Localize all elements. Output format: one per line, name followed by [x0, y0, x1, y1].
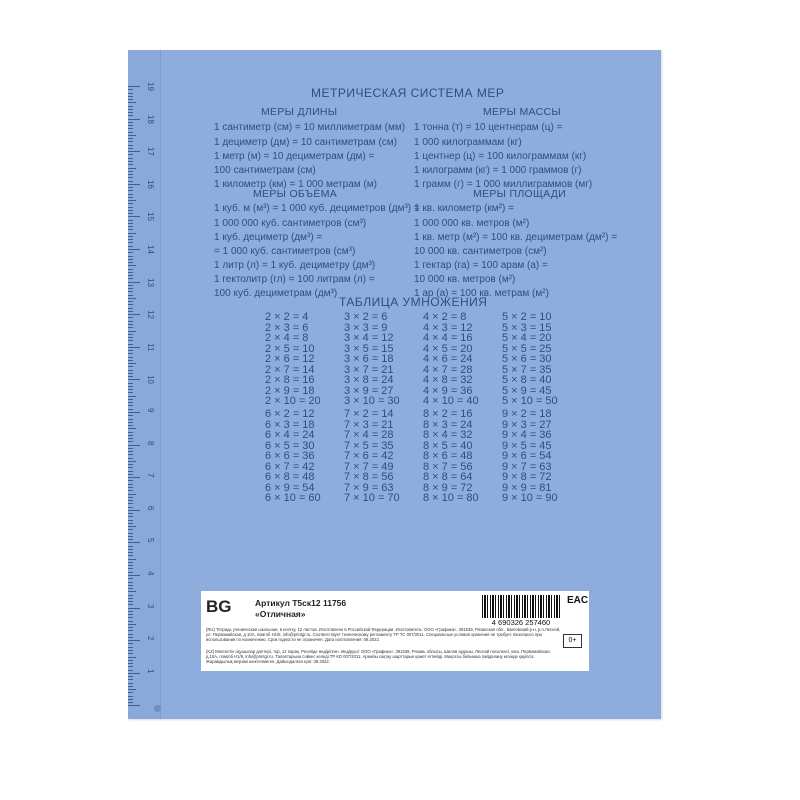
ruler-tick [128, 383, 133, 384]
ruler-tick [128, 630, 133, 631]
ruler-tick [128, 647, 133, 648]
eac-mark-icon: EAC [567, 595, 589, 606]
ruler-tick [128, 295, 133, 296]
ruler-tick [128, 490, 133, 491]
length-line: 1 сантиметр (см) = 10 миллиметрам (мм) [214, 122, 406, 133]
mult-column-8: 8 × 2 = 16 8 × 3 = 24 8 × 4 = 32 8 × 5 = 40 8 × 6 = 48 8 × 7 = 56 8 × 8 = 64 8 × 9 = 72 8 × 10 = 80 [423, 408, 479, 504]
ruler-tick [128, 265, 136, 266]
ruler-tick [128, 471, 133, 472]
multiplication-title: ТАБЛИЦА УМНОЖЕНИЯ [339, 295, 488, 309]
area-line: 1 ар (а) = 100 кв. метрам (м²) [414, 288, 549, 299]
ruler-number: 16 [146, 179, 155, 189]
fine-print-kz: (KZ) Мектептік оқушылар дәптері, тор, 12 парақ. Ресейде өндірілген. Өндіруші: ООО «Графика», 391539, Рязань облысы, Шилов ауданы, Лесной поселкесі, көш. Первомайская, д.10А, помгоб Н1/8, info@printgr.ru. Талаптарына сәйкес келеді ТР КО 007/2011. Арнайы сақтау шарттарын қажет етпейді. Мақсаты бойынша пайдалану кезінде қауіпсіз. Жарамдылық мерзімі шектелмеген. Дайындалған күні: 08.2022. [206, 649, 551, 665]
ruler-tick [128, 627, 133, 628]
volume-heading: МЕРЫ ОБЪЁМА [253, 188, 338, 200]
ruler-tick [128, 334, 133, 335]
notebook-cover [128, 50, 661, 719]
ruler-tick [128, 317, 133, 318]
ruler-tick [128, 181, 133, 182]
ruler-tick [128, 96, 133, 97]
ruler-tick [128, 552, 133, 553]
ruler-tick [128, 399, 133, 400]
ruler-tick [128, 145, 133, 146]
ruler-number: 7 [146, 473, 155, 478]
ruler-tick [128, 422, 133, 423]
ruler-tick [128, 213, 133, 214]
ruler-tick [128, 601, 133, 602]
ruler-tick [128, 158, 133, 159]
ruler-tick [128, 275, 133, 276]
ruler-tick [128, 376, 133, 377]
ruler-tick [128, 494, 136, 495]
ruler-tick [128, 611, 133, 612]
ruler-tick [128, 562, 133, 563]
ruler-tick [128, 559, 136, 560]
ruler-tick [128, 568, 133, 569]
ruler-tick [128, 588, 133, 589]
ruler-tick [128, 200, 136, 201]
ruler-tick [128, 197, 133, 198]
ruler-tick [128, 663, 133, 664]
ruler-tick [128, 256, 133, 257]
ruler-tick [128, 679, 133, 680]
ruler-number: 15 [146, 212, 155, 222]
ruler-number: 17 [146, 147, 155, 157]
ruler-tick [128, 634, 133, 635]
mult-column-3: 3 × 2 = 6 3 × 3 = 9 3 × 4 = 12 3 × 5 = 15 3 × 6 = 18 3 × 7 = 21 3 × 8 = 24 3 × 9 = 27 3 × 10 = 30 [344, 311, 400, 407]
ruler-tick [128, 128, 133, 129]
area-line: 10 000 кв. метров (м²) [414, 274, 516, 285]
ruler-number: 5 [146, 538, 155, 543]
ruler-tick [128, 582, 133, 583]
ruler-tick [128, 415, 133, 416]
ruler-tick [128, 487, 133, 488]
ruler-tick [128, 106, 133, 107]
ruler-tick [128, 340, 133, 341]
mass-line: 1 000 килограммам (кг) [414, 137, 522, 148]
mult-column-9: 9 × 2 = 18 9 × 3 = 27 9 × 4 = 36 9 × 5 = 45 9 × 6 = 54 9 × 7 = 63 9 × 8 = 72 9 × 9 = 81 9 × 10 = 90 [502, 408, 558, 504]
ruler-number: 4 [146, 571, 155, 576]
product-label [201, 591, 589, 671]
ruler-tick [128, 161, 133, 162]
ruler-tick [128, 288, 133, 289]
ruler-tick [128, 141, 133, 142]
ruler-tick [128, 366, 133, 367]
ruler-tick [128, 572, 133, 573]
ruler [128, 50, 160, 719]
mass-heading: МЕРЫ МАССЫ [483, 106, 561, 118]
ruler-tick [128, 533, 133, 534]
ruler-tick [128, 683, 133, 684]
ruler-tick [128, 151, 140, 152]
ruler-tick [128, 565, 133, 566]
ruler-tick [128, 278, 133, 279]
ruler-tick [128, 190, 133, 191]
mass-line: 1 грамм (г) = 1 000 миллиграммов (мг) [414, 179, 593, 190]
ruler-tick [128, 298, 136, 299]
ruler-tick [128, 282, 140, 283]
volume-line: 1 куб. дециметр (дм³) = [214, 232, 323, 243]
ruler-tick [128, 474, 133, 475]
ruler-tick [128, 210, 133, 211]
ruler-tick [128, 578, 133, 579]
length-line: 100 сантиметрам (см) [214, 165, 316, 176]
length-line: 1 метр (м) = 10 дециметрам (дм) = [214, 151, 375, 162]
ruler-tick [128, 259, 133, 260]
ruler-tick [128, 409, 133, 410]
ruler-tick [128, 614, 133, 615]
ruler-tick [128, 353, 133, 354]
mult-column-6: 6 × 2 = 12 6 × 3 = 18 6 × 4 = 24 6 × 5 = 30 6 × 6 = 36 6 × 7 = 42 6 × 8 = 48 6 × 9 = 54 6 × 10 = 60 [265, 408, 321, 504]
ruler-tick [128, 520, 133, 521]
ruler-tick [128, 242, 133, 243]
ruler-tick [128, 119, 140, 120]
ruler-tick [128, 89, 133, 90]
ruler-tick [128, 308, 133, 309]
ruler-tick [128, 350, 133, 351]
ruler-tick [128, 448, 133, 449]
ruler-tick [128, 507, 133, 508]
ruler-tick [128, 480, 133, 481]
ruler-tick [128, 696, 133, 697]
area-heading: МЕРЫ ПЛОЩАДИ [473, 188, 567, 200]
ruler-edge [160, 50, 161, 719]
ruler-tick [128, 464, 133, 465]
barcode-number: 4 690326 257460 [476, 618, 566, 627]
ruler-tick [128, 132, 133, 133]
ruler-tick [128, 187, 133, 188]
ruler-tick [128, 327, 133, 328]
ruler-tick [128, 529, 133, 530]
ruler-number: 11 [146, 342, 155, 352]
ruler-tick [128, 650, 133, 651]
area-line: 1 гектар (га) = 100 арам (а) = [414, 260, 548, 271]
ruler-tick [128, 324, 133, 325]
ruler-tick [128, 236, 133, 237]
ruler-tick [128, 102, 136, 103]
volume-line: 1 гектолитр (гл) = 100 литрам (л) = [214, 274, 375, 285]
ruler-tick [128, 657, 136, 658]
ruler-tick [128, 666, 133, 667]
ruler-tick [128, 164, 133, 165]
ruler-tick [128, 503, 133, 504]
ruler-tick [128, 262, 133, 263]
ruler-tick [128, 168, 136, 169]
ruler-tick [128, 252, 133, 253]
ruler-tick [128, 86, 140, 87]
mult-column-2: 2 × 2 = 4 2 × 3 = 6 2 × 4 = 8 2 × 5 = 10 2 × 6 = 12 2 × 7 = 14 2 × 8 = 16 2 × 9 = 18 2 × 10 = 20 [265, 311, 321, 407]
ruler-tick [128, 357, 133, 358]
ruler-tick [128, 595, 133, 596]
ruler-tick [128, 705, 140, 706]
metric-title: МЕТРИЧЕСКАЯ СИСТЕМА МЕР [311, 86, 505, 100]
ruler-tick [128, 370, 133, 371]
volume-line: 1 000 000 куб. сантиметров (см³) [214, 218, 367, 229]
mass-line: 1 тонна (т) = 10 центнерам (ц) = [414, 122, 563, 133]
ruler-tick [128, 174, 133, 175]
ruler-tick [128, 526, 136, 527]
ruler-tick [128, 510, 140, 511]
ruler-tick [128, 673, 140, 674]
ruler-tick [128, 220, 133, 221]
ruler-tick [128, 304, 133, 305]
ruler-tick [128, 226, 133, 227]
ruler-number: 1 [146, 668, 155, 674]
ruler-number: 8 [146, 440, 155, 446]
ruler-tick [128, 321, 133, 322]
ruler-tick [128, 331, 136, 332]
area-line: 1 кв. метр (м²) = 100 кв. дециметрам (дм²) = [414, 232, 618, 243]
ruler-number: 6 [146, 505, 155, 511]
ruler-tick [128, 428, 136, 429]
ruler-tick [128, 686, 133, 687]
ruler-tick [128, 154, 133, 155]
ruler-tick [128, 93, 133, 94]
ruler-tick [128, 109, 133, 110]
ruler-tick [128, 692, 133, 693]
ruler-tick [128, 223, 133, 224]
ruler-tick [128, 344, 133, 345]
ruler-tick [128, 513, 133, 514]
ruler-tick [128, 239, 133, 240]
ruler-tick [128, 617, 133, 618]
ruler-tick [128, 516, 133, 517]
ruler-tick [128, 347, 140, 348]
ruler-number: 12 [146, 310, 155, 320]
ruler-tick [128, 689, 136, 690]
ruler-hole [154, 705, 161, 712]
product-name: «Отличная» [255, 609, 306, 619]
ruler-tick [128, 135, 136, 136]
ruler-tick [128, 233, 136, 234]
ruler-tick [128, 555, 133, 556]
article-number: Артикул Т5ск12 11756 [255, 598, 347, 608]
ruler-tick [128, 291, 133, 292]
ruler-tick [128, 536, 133, 537]
ruler-tick [128, 285, 133, 286]
ruler-tick [128, 363, 136, 364]
ruler-tick [128, 122, 133, 123]
ruler-tick [128, 575, 140, 576]
ruler-tick [128, 458, 133, 459]
ruler-tick [128, 373, 133, 374]
ruler-tick [128, 125, 133, 126]
ruler-tick [128, 249, 140, 250]
ruler-tick [128, 523, 133, 524]
ruler-tick [128, 699, 133, 700]
fine-print-ru: (RU) Тетрадь ученическая школьная, в клетку, 12 листов. Изготовлено в Российской Федерации. Изготовитель: ООО «Графика», 391539, Рязанская обл., Шиловский р-н, р.п.Лесной, ул. Первомайская, д.10А, помгоб Н1/8, info@printgr.ru. Соответствует техническому регламенту ТР ТС 007/2011. Специальные условия хранения не требует. Безопасно при использовании по назначению. Срок годности не ограничен. Дата изготовления: 08.2022. [206, 627, 561, 643]
ruler-tick [128, 216, 140, 217]
ruler-tick [128, 585, 133, 586]
mult-column-4: 4 × 2 = 8 4 × 3 = 12 4 × 4 = 16 4 × 5 = 20 4 × 6 = 24 4 × 7 = 28 4 × 8 = 32 4 × 9 = 36 4 × 10 = 40 [423, 311, 479, 407]
mass-line: 1 центнер (ц) = 100 килограммам (кг) [414, 151, 587, 162]
ruler-tick [128, 454, 133, 455]
ruler-tick [128, 598, 133, 599]
ruler-tick [128, 670, 133, 671]
mass-line: 1 килограмм (кг) = 1 000 граммов (г) [414, 165, 582, 176]
ruler-tick [128, 546, 133, 547]
ruler-tick [128, 311, 133, 312]
ruler-tick [128, 500, 133, 501]
brand-logo: BG [206, 597, 232, 616]
length-line: 1 дециметр (дм) = 10 сантиметрам (см) [214, 137, 397, 148]
length-heading: МЕРЫ ДЛИНЫ [261, 106, 338, 118]
ruler-tick [128, 445, 140, 446]
area-line: 10 000 кв. сантиметров (см²) [414, 246, 547, 257]
ruler-tick [128, 425, 133, 426]
ruler-tick [128, 337, 133, 338]
length-line: 1 километр (км) = 1 000 метрам (м) [214, 179, 377, 190]
ruler-number: 13 [146, 277, 155, 287]
ruler-tick [128, 549, 133, 550]
ruler-tick [128, 194, 133, 195]
ruler-tick [128, 269, 133, 270]
ruler-tick [128, 272, 133, 273]
ruler-tick [128, 438, 133, 439]
ruler-tick [128, 477, 140, 478]
ruler-tick [128, 115, 133, 116]
ruler-tick [128, 542, 140, 543]
ruler-tick [128, 392, 133, 393]
ruler-tick [128, 405, 133, 406]
ruler-tick [128, 441, 133, 442]
area-line: 1 000 000 кв. метров (м²) [414, 218, 530, 229]
ruler-tick [128, 467, 133, 468]
age-rating: 0+ [563, 634, 582, 648]
ruler-tick [128, 451, 133, 452]
ruler-tick [128, 184, 140, 185]
ruler-tick [128, 386, 133, 387]
ruler-tick [128, 604, 133, 605]
ruler-tick [128, 229, 133, 230]
ruler-tick [128, 539, 133, 540]
ruler-tick [128, 660, 133, 661]
area-line: 1 кв. километр (км²) = [414, 203, 514, 214]
ruler-tick [128, 203, 133, 204]
ruler-tick [128, 412, 140, 413]
mult-column-7: 7 × 2 = 14 7 × 3 = 21 7 × 4 = 28 7 × 5 = 35 7 × 6 = 42 7 × 7 = 49 7 × 8 = 56 7 × 9 = 63 7 × 10 = 70 [344, 408, 400, 504]
volume-line: 1 литр (л) = 1 куб. дециметру (дм³) [214, 260, 376, 271]
ruler-tick [128, 379, 140, 380]
ruler-tick [128, 702, 133, 703]
volume-line: 100 куб. дециметрам (дм³) [214, 288, 338, 299]
ruler-number: 2 [146, 636, 155, 641]
ruler-number: 9 [146, 408, 155, 413]
ruler-tick [128, 637, 133, 638]
ruler-tick [128, 640, 140, 641]
ruler-tick [128, 653, 133, 654]
ruler-tick [128, 396, 136, 397]
volume-line: 1 куб. м (м³) = 1 000 куб. дециметров (дм³) = [214, 203, 420, 214]
ruler-tick [128, 207, 133, 208]
ruler-tick [128, 497, 133, 498]
ruler-tick [128, 402, 133, 403]
ruler-tick [128, 177, 133, 178]
ruler-tick [128, 643, 133, 644]
ruler-number: 14 [146, 245, 155, 254]
ruler-tick [128, 148, 133, 149]
ruler-tick [128, 435, 133, 436]
ruler-tick [128, 112, 133, 113]
ruler-number: 3 [146, 603, 155, 609]
ruler-tick [128, 246, 133, 247]
ruler-tick [128, 591, 136, 592]
ruler-tick [128, 314, 140, 315]
ruler-tick [128, 419, 133, 420]
ruler-tick [128, 432, 133, 433]
ruler-tick [128, 360, 133, 361]
ruler-number: 10 [146, 375, 155, 385]
ruler-tick [128, 621, 133, 622]
ruler-tick [128, 608, 140, 609]
ruler-tick [128, 138, 133, 139]
mult-column-5: 5 × 2 = 10 5 × 3 = 15 5 × 4 = 20 5 × 5 = 25 5 × 6 = 30 5 × 7 = 35 5 × 8 = 40 5 × 9 = 45 5 × 10 = 50 [502, 311, 558, 407]
ruler-tick [128, 389, 133, 390]
ruler-tick [128, 461, 136, 462]
ruler-tick [128, 484, 133, 485]
volume-line: = 1 000 куб. сантиметров (см³) [214, 246, 356, 257]
ruler-number: 18 [146, 114, 155, 124]
ruler-tick [128, 99, 133, 100]
ruler-tick [128, 171, 133, 172]
ruler-tick [128, 676, 133, 677]
ruler-number: 19 [146, 82, 155, 91]
ruler-tick [128, 301, 133, 302]
ruler-tick [128, 624, 136, 625]
